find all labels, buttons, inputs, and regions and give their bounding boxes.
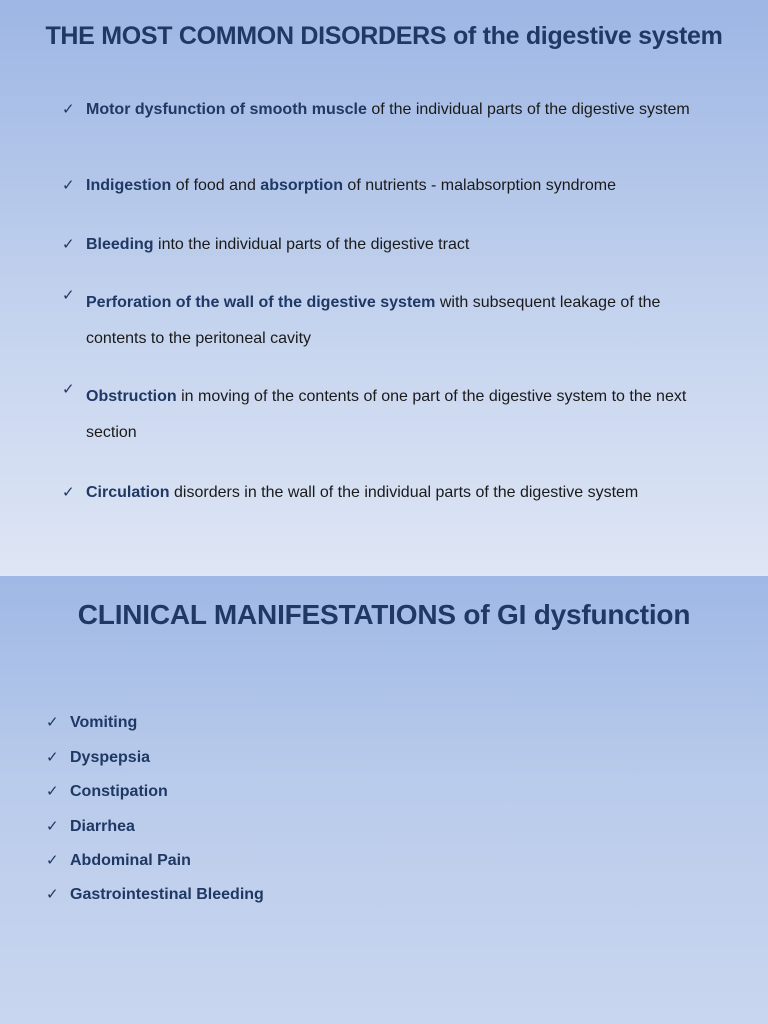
check-icon: ✓ (46, 852, 59, 869)
bullet-obstruction (62, 379, 712, 451)
bullet-highlight: Indigestion (86, 177, 172, 194)
bullet-text: disorders in the wall of the individual parts of the digestive system (169, 484, 639, 501)
slide-title-clinical-manifestations: CLINICAL MANIFESTATIONS of GI dysfunction (77, 599, 691, 630)
list-item-gi-bleeding (46, 885, 264, 904)
bullet-highlight: Perforation of the wall of the digestive system (86, 294, 436, 311)
check-icon: ✓ (62, 287, 75, 304)
title-bold-part: THE MOST COMMON DISORDERS (45, 22, 447, 50)
check-icon: ✓ (46, 783, 59, 800)
check-icon: ✓ (46, 714, 59, 731)
list-item-label: Vomiting (70, 714, 138, 731)
list-item-abdominal-pain (46, 851, 191, 870)
check-icon: ✓ (62, 381, 75, 398)
bullet-text: of the individual parts of the digestive system (366, 101, 690, 118)
bullet-bleeding (62, 233, 712, 256)
check-icon: ✓ (46, 886, 59, 903)
title-rest-part: of the digestive system (446, 22, 723, 50)
bullet-perforation (62, 285, 712, 357)
check-icon: ✓ (46, 818, 59, 835)
bullet-text: of nutrients - malabsorption syndrome (342, 177, 616, 194)
list-item-constipation (46, 782, 168, 801)
list-item-label: Abdominal Pain (70, 852, 191, 869)
bullet-highlight: Bleeding (86, 236, 154, 253)
bullet-text: into the individual parts of the digestive tract (153, 236, 470, 253)
check-icon: ✓ (62, 236, 75, 253)
bullet-motor-dysfunction (62, 98, 712, 121)
check-icon: ✓ (46, 749, 59, 766)
bullet-indigestion (62, 174, 712, 197)
check-icon: ✓ (62, 484, 75, 501)
bullet-highlight: Circulation (86, 484, 170, 501)
bullet-text: of food and (171, 177, 261, 194)
list-item-label: Diarrhea (70, 818, 135, 835)
check-icon: ✓ (62, 177, 75, 194)
list-item-label: Gastrointestinal Bleeding (70, 886, 264, 903)
list-item-label: Dyspepsia (70, 749, 151, 766)
list-item-vomiting (46, 713, 137, 732)
slide-title-common-disorders (0, 22, 768, 51)
bullet-text: with subsequent leakage of the contents to the peritoneal cavity (86, 294, 661, 347)
check-icon: ✓ (62, 101, 75, 118)
list-item-label: Constipation (70, 783, 168, 800)
bullet-highlight: Obstruction (86, 388, 177, 405)
bullet-circulation (62, 481, 752, 504)
bullet-highlight: Motor dysfunction of smooth muscle (86, 101, 367, 118)
bullet-text: in moving of the contents of one part of the digestive system to the next section (86, 388, 687, 441)
bullet-highlight-2: absorption (260, 177, 343, 194)
list-item-diarrhea (46, 817, 135, 836)
list-item-dyspepsia (46, 748, 150, 767)
slide-clinical-manifestations (0, 576, 768, 1024)
